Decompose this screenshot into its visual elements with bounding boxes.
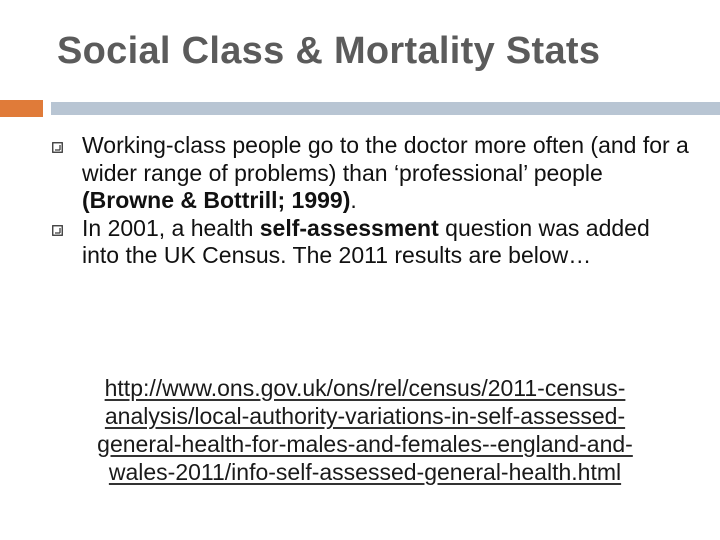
bullet-text: In 2001, a health: [82, 214, 260, 241]
bullet-text-end: .: [350, 187, 357, 213]
keyword-bold: self-assessment: [259, 214, 439, 241]
link-line: http://www.ons.gov.uk/ons/rel/census/2011-census-: [104, 375, 626, 401]
bullet-item: [50, 215, 690, 270]
hollow-square-bullet-icon: [52, 142, 63, 153]
hollow-square-bullet-icon: [52, 225, 63, 236]
link-line: general-health-for-males-and-females--england-and-: [97, 431, 633, 457]
link-line: wales-2011/info-self-assessed-general-health.html: [108, 459, 622, 485]
bullet-item: [50, 132, 690, 215]
accent-bar: [0, 100, 43, 117]
bullet-text: Working-class people go to the doctor more often (and for a wider range of problems) than ‘professional’ people: [82, 132, 689, 186]
slide-title: Social Class & Mortality Stats: [57, 30, 601, 72]
bullet-text-end: question was added into the UK Census. The 2011 results are below…: [82, 214, 650, 268]
link-line: analysis/local-authority-variations-in-self-assessed-: [104, 403, 626, 429]
title-rule-line: [51, 102, 720, 115]
ons-census-link[interactable]: [40, 374, 690, 486]
citation-bold: (Browne & Bottrill; 1999): [82, 187, 351, 213]
bullet-list: [50, 132, 690, 270]
